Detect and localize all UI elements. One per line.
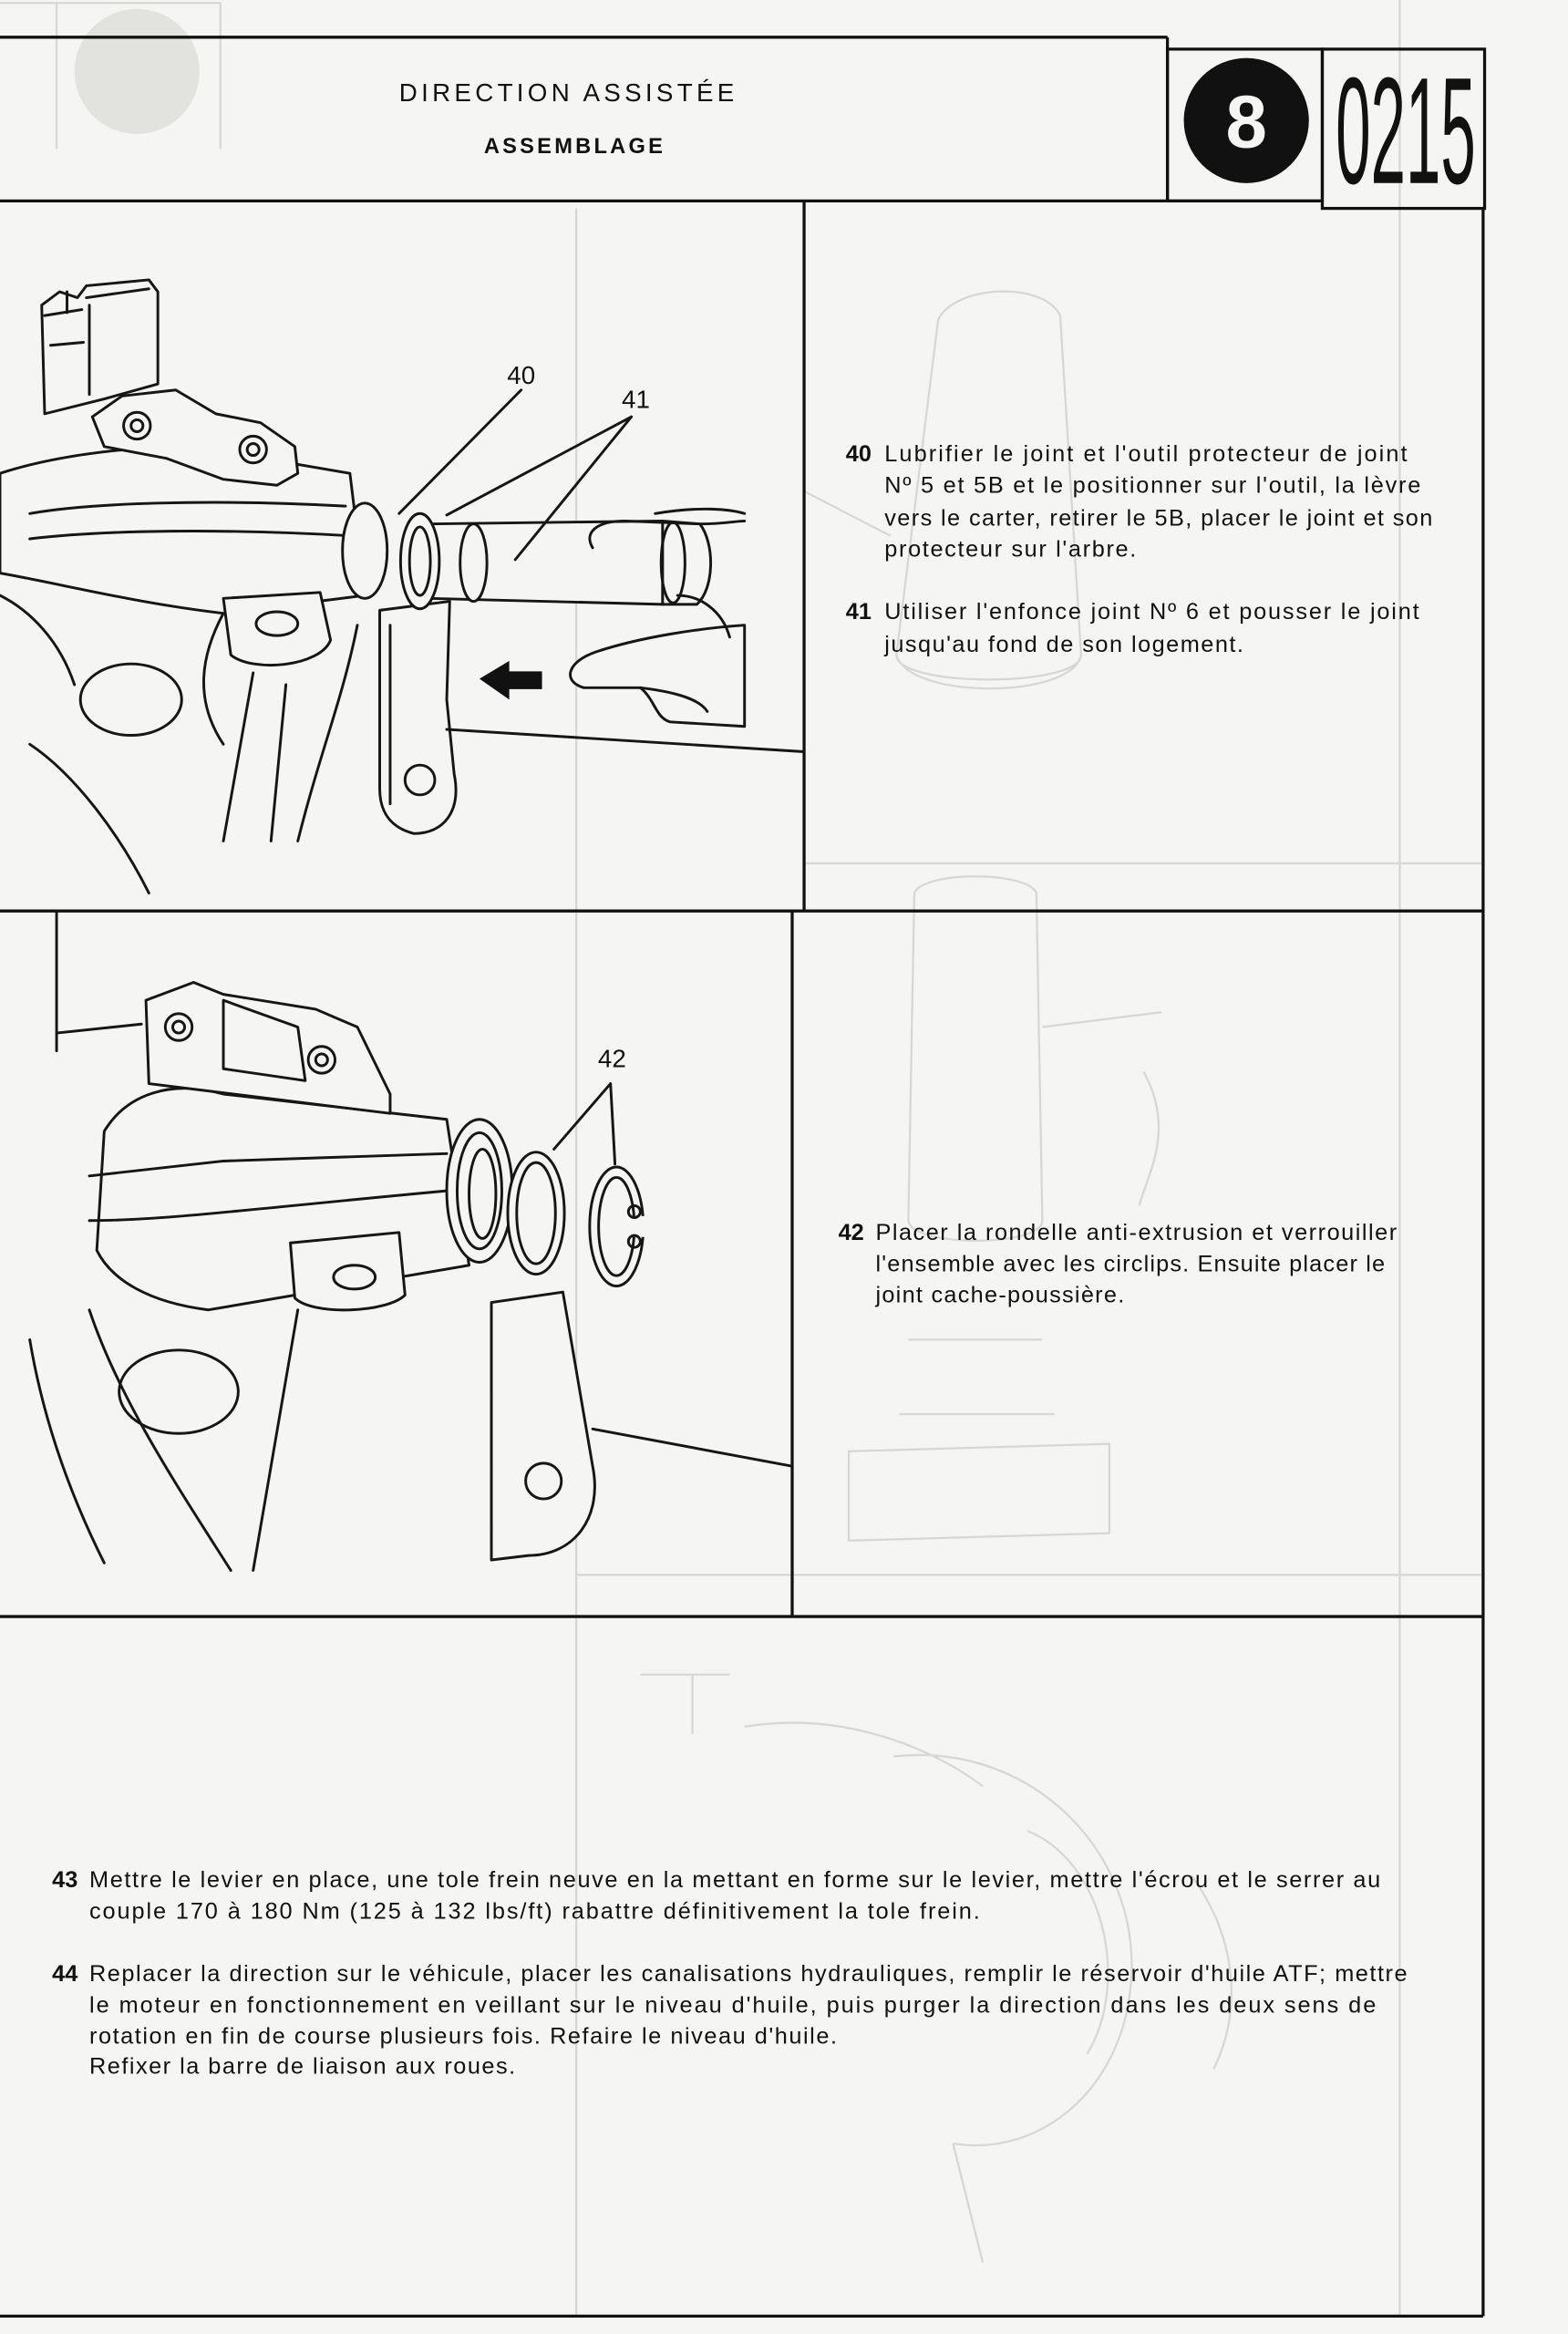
step-line: joint cache-poussière. (875, 1282, 1125, 1308)
figure-circlip-assembly (30, 911, 792, 1570)
section-badge-number: 8 (1225, 80, 1267, 164)
callout-41: 41 (622, 385, 650, 414)
step-line: Utiliser l'enfonce joint Nº 6 et pousser le joint (884, 599, 1419, 625)
step-line: vers le carter, retirer le 5B, placer le joint et son (884, 505, 1433, 532)
pushing-hand (571, 625, 745, 727)
step-line: l'ensemble avec les circlips. Ensuite placer le (875, 1251, 1386, 1277)
step-number: 43 (52, 1867, 78, 1894)
step-number: 40 (845, 441, 872, 468)
step-line: Nº 5 et 5B et le positionner sur l'outil, la lèvre (884, 472, 1421, 499)
step-44 (52, 1961, 1407, 2079)
base-line (593, 1429, 792, 1466)
callout-40: 40 (507, 361, 536, 390)
ghost-cylinder-drawing (849, 876, 1161, 1541)
step-line: couple 170 à 180 Nm (125 à 132 lbs/ft) rabattre définitivement la tole frein. (89, 1898, 980, 1925)
step-line: Mettre le levier en place, une tole frein neuve en la mettant en forme sur le levier, mettre l'écrou et le serrer au (89, 1867, 1381, 1894)
callout-40-leader (399, 390, 521, 514)
step-line: Refixer la barre de liaison aux roues. (89, 2053, 516, 2080)
callout-42-leaders (554, 1084, 615, 1164)
step-line: rotation en fin de course plusieurs fois. Refaire le niveau d'huile. (89, 2023, 837, 2050)
push-arrow-icon (480, 661, 542, 699)
casting-opening (119, 1350, 239, 1433)
protector-tool-end (460, 524, 487, 602)
page-title: DIRECTION ASSISTÉE (398, 78, 735, 108)
step-line: protecteur sur l'arbre. (884, 536, 1137, 563)
circlip-gap (632, 1216, 646, 1237)
mounting-bracket (491, 1292, 594, 1560)
base-line (447, 729, 804, 751)
frame-upright (57, 911, 141, 1050)
page-code: 0215 (1336, 46, 1476, 216)
step-line: Placer la rondelle anti-extrusion et verrouiller (875, 1220, 1398, 1245)
housing-collar (343, 503, 387, 598)
figure-seal-installation (0, 280, 804, 893)
steering-housing (97, 1089, 469, 1310)
step-line: jusqu'au fond de son logement. (884, 632, 1243, 658)
step-line: Replacer la direction sur le véhicule, placer les canalisations hydrauliques, remplir le réservoir d'huile ATF; mettre (89, 1961, 1408, 1988)
shaft-end (663, 521, 711, 604)
page-subtitle: ASSEMBLAGE (483, 135, 663, 160)
lever-eye (291, 1233, 406, 1310)
ghost-badge-circle (75, 9, 200, 134)
callout-42: 42 (597, 1044, 626, 1073)
step-line: le moteur en fonctionnement en veillant sur le niveau d'huile, puis purger la direction dans les deux sens de (89, 1992, 1377, 2019)
step-41 (846, 599, 1419, 657)
step-line: Lubrifier le joint et l'outil protecteur de joint (884, 441, 1408, 468)
step-number: 42 (838, 1220, 864, 1245)
step-40 (846, 441, 1433, 562)
step-number: 44 (52, 1961, 78, 1988)
lower-casting-lines (30, 1310, 298, 1571)
step-42 (839, 1220, 1398, 1308)
casting-opening (80, 664, 181, 735)
step-43 (52, 1867, 1380, 1924)
step-number: 41 (845, 599, 872, 625)
lever-eye (223, 593, 331, 666)
